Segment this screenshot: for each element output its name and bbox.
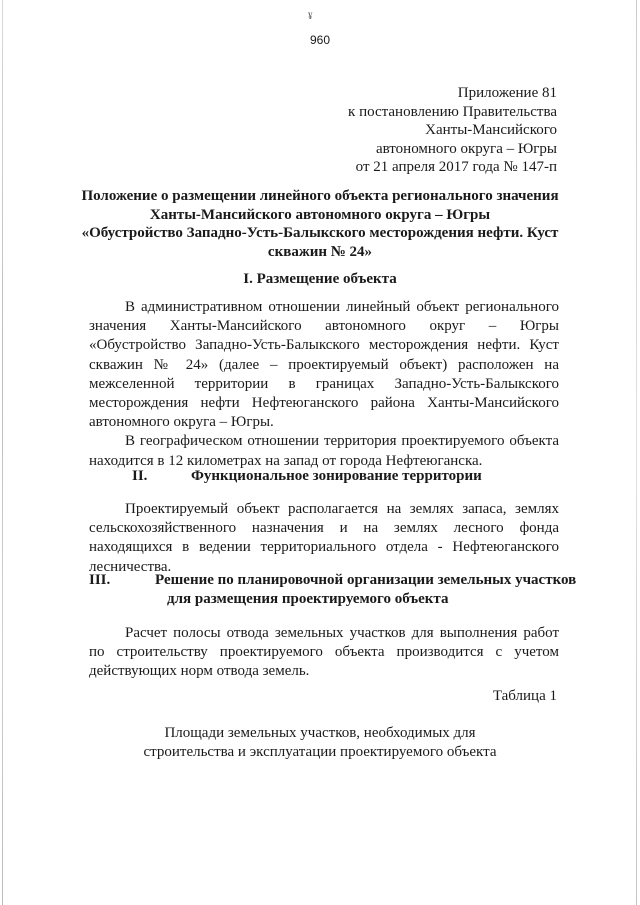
- appendix-line: Приложение 81: [457, 85, 557, 101]
- document-title: [60, 187, 580, 261]
- caption-line: Площади земельных участков, необходимых для: [164, 725, 476, 741]
- scan-mark: ¥: [308, 11, 313, 21]
- paragraph: В географическом отношении территория проектируемого объекта находится в 12 километрах на запад от города Нефтеюганска.: [89, 433, 559, 469]
- section-2-heading: [0, 467, 640, 487]
- title-line: Положение о размещении линейного объекта регионального значения: [81, 188, 559, 204]
- paragraph: Расчет полосы отвода земельных участков для выполнения работ по строительству проектируемого объекта производится с учетом действующих норм отвода земель.: [89, 625, 559, 680]
- section-3-body: [89, 624, 559, 682]
- title-line: скважин № 24»: [267, 243, 373, 260]
- appendix-line: автономного округа – Югры: [375, 140, 557, 157]
- section-2-number: II.: [132, 468, 148, 484]
- title-line: Ханты-Мансийского автономного округа – Югры: [149, 206, 491, 223]
- table-label: Таблица 1: [492, 688, 557, 704]
- appendix-line: к постановлению Правительства: [348, 103, 557, 120]
- page-number: 960: [309, 33, 331, 47]
- section-2-title: Функциональное зонирование территории: [191, 468, 482, 484]
- caption-line: строительства и эксплуатации проектируемого объекта: [143, 743, 497, 760]
- scan-edge-left: [2, 0, 3, 905]
- section-3-heading: [0, 571, 640, 611]
- scan-edge-right: [636, 0, 637, 905]
- paragraph: Проектируемый объект располагается на землях запаса, землях сельскохозяйственного назначения и на землях лесного фонда находящихся в ведении территориального отдела - Нефтеюганского лесничества.: [89, 501, 559, 575]
- appendix-block: [348, 84, 557, 177]
- appendix-line: от 21 апреля 2017 года № 147-п: [355, 159, 557, 175]
- paragraph: В административном отношении линейный объект регионального значения Ханты-Мансийского автономного округ – Югры «Обустройство Западно-Усть-Балыкского месторождения нефти. Куст скважин № 24» (далее – проектируемый объект) расположен на межселенной территории в границах Западно-Усть-Балыкского месторождения нефти Нефтеюганского района Ханты-Мансийского автономного округа – Югры.: [89, 299, 559, 431]
- section-3-title-line-2: для размещения проектируемого объекта: [167, 590, 449, 607]
- section-1-heading: I. Размещение объекта: [243, 271, 397, 287]
- appendix-line: Ханты-Мансийского: [425, 122, 557, 138]
- table-caption: [60, 724, 580, 761]
- section-2-body: [89, 500, 559, 577]
- title-line: «Обустройство Западно-Усть-Балыкского месторождения нефти. Куст: [81, 225, 559, 241]
- section-3-title-line-1: Решение по планировочной организации земельных участков: [155, 572, 577, 588]
- section-1-body: [89, 298, 559, 471]
- section-3-number: III.: [89, 572, 111, 588]
